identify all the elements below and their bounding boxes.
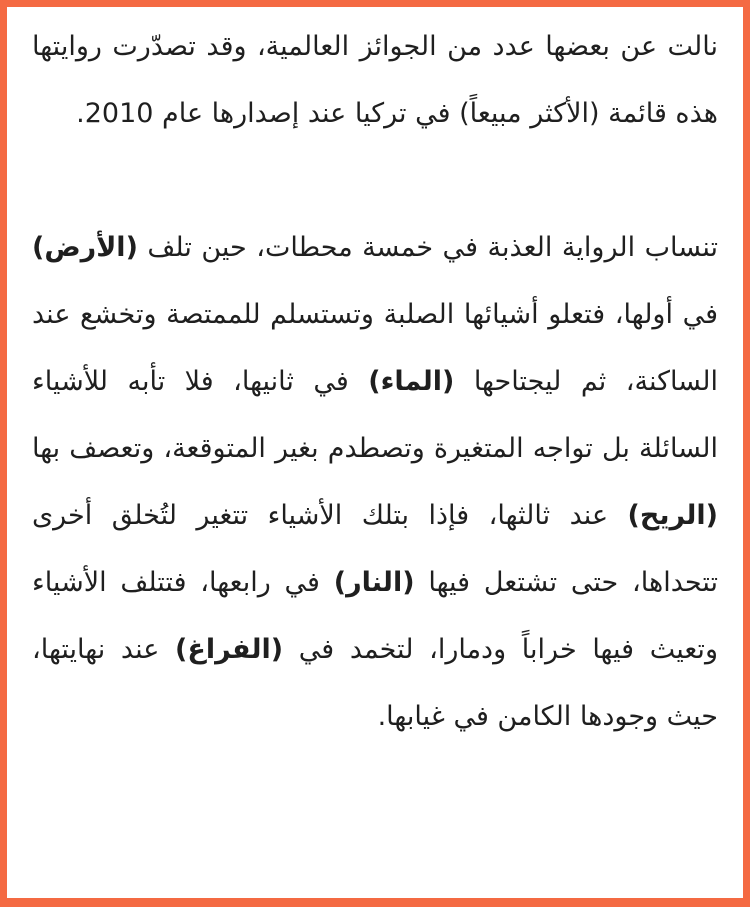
emphasis-void: (الفراغ) xyxy=(175,634,284,665)
paragraph-awards xyxy=(32,13,718,147)
paragraph-stations xyxy=(32,214,718,750)
emphasis-wind: (الريح) xyxy=(627,500,718,531)
paragraph-text: عند ثالثها، فإذا بتلك الأشياء تتغير لتُخلق أخرى تتحداها، حتى تشتعل فيها xyxy=(32,500,718,598)
paragraph-spacer xyxy=(32,147,718,214)
paragraph-text: نالت عن بعضها عدد من الجوائز العالمية، وقد تصدّرت روايتها هذه قائمة (الأكثر مبيعاً) في تركيا عند إصدارها عام 2010. xyxy=(32,31,718,129)
paragraph-text: في ثانيها، فلا تأبه للأشياء السائلة بل تواجه المتغيرة وتصطدم بغير المتوقعة، وتعصف بها xyxy=(32,366,718,464)
paragraph-text: تنساب الرواية العذبة في خمسة محطات، حين تلف xyxy=(137,232,718,263)
paragraph-text: عند نهايتها، حيث وجودها الكامن في غيابها. xyxy=(32,634,718,732)
emphasis-water: (الماء) xyxy=(368,366,455,397)
paragraph-text: في رابعها، فتتلف الأشياء وتعيث فيها خراباً ودمارا، لتخمد في xyxy=(32,567,718,665)
paragraph-text: في أولها، فتعلو أشيائها الصلبة وتستسلم للممتصة وتخشع عند الساكنة، ثم ليجتاحها xyxy=(32,299,718,397)
article-body xyxy=(7,7,743,750)
emphasis-earth: (الأرض) xyxy=(32,232,138,263)
emphasis-fire: (النار) xyxy=(333,567,415,598)
